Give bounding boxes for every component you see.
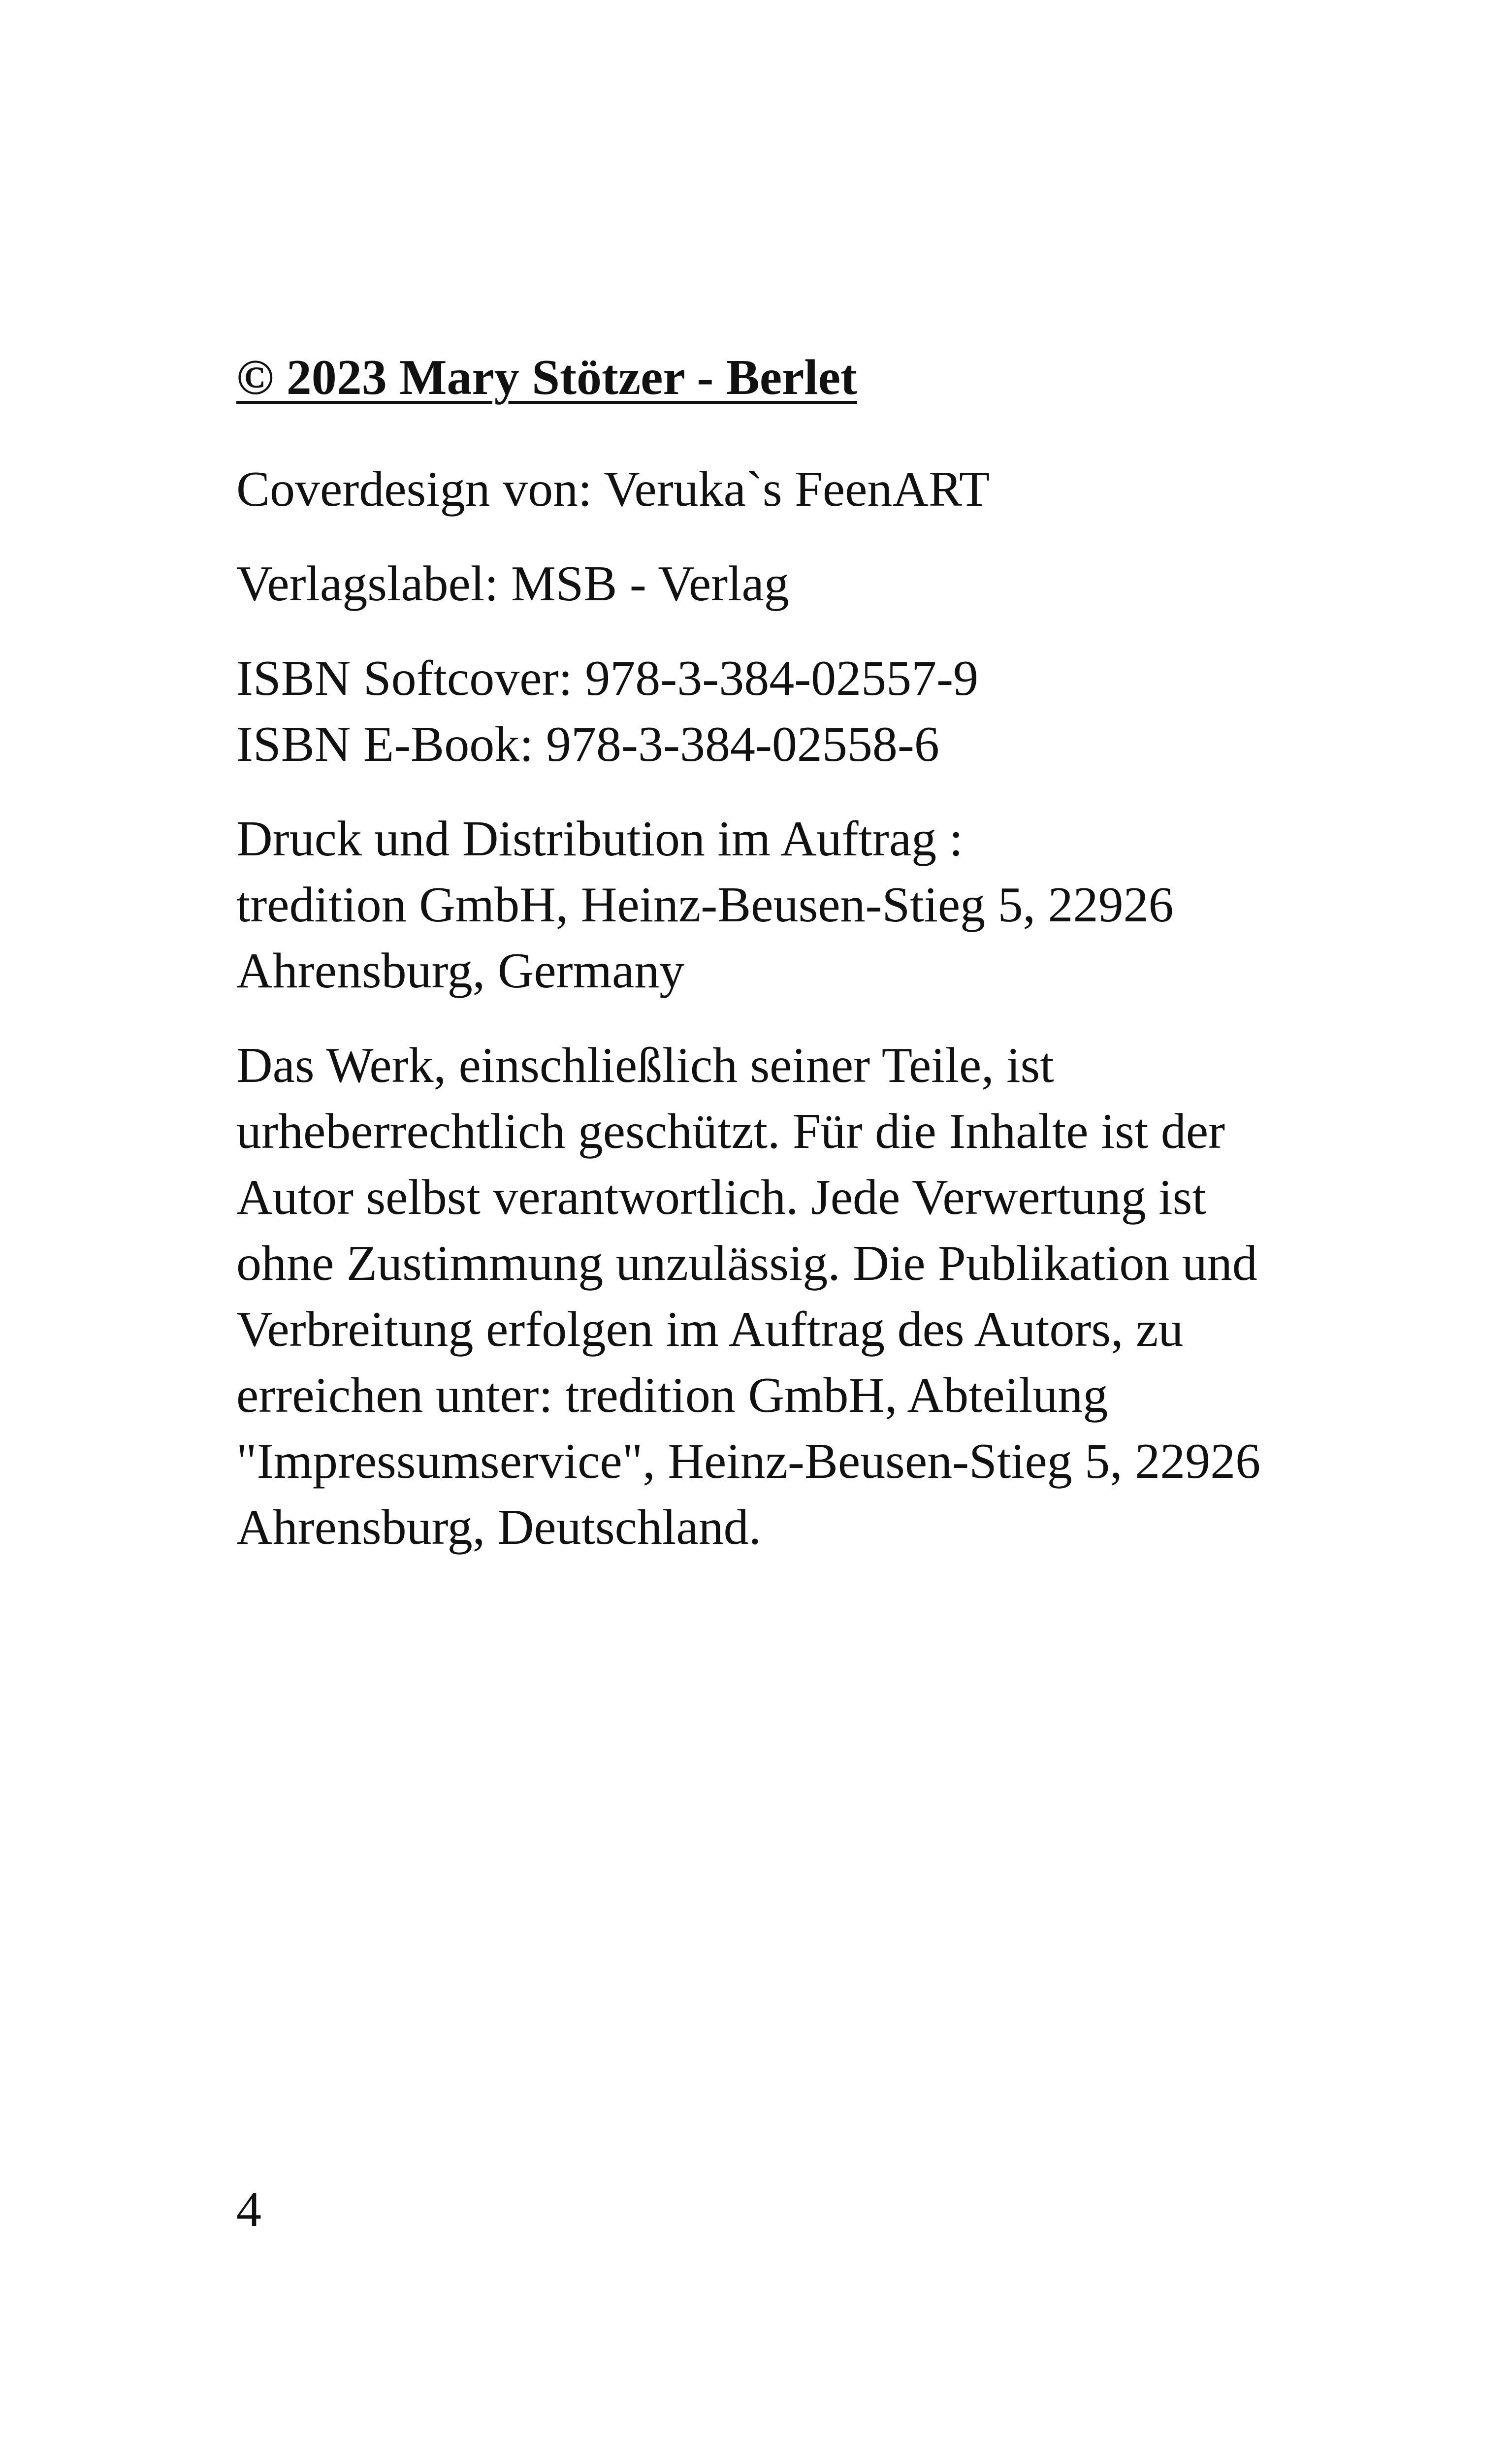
- distribution-line: Druck und Distribution im Auftrag :: [236, 811, 964, 867]
- legal-line: "Impressumservice", Heinz-Beusen-Stieg 5, 22926: [236, 1433, 1261, 1489]
- publisher-label: Verlagslabel: MSB - Verlag: [236, 556, 789, 612]
- legal-line: Verbreitung erfolgen im Auftrag des Autors, zu: [236, 1302, 1184, 1357]
- isbn-softcover: ISBN Softcover: 978-3-384-02557-9: [236, 651, 979, 706]
- distribution-line: tredition GmbH, Heinz-Beusen-Stieg 5, 22926: [236, 877, 1174, 933]
- legal-line: ohne Zustimmung unzulässig. Die Publikation und: [236, 1236, 1257, 1291]
- legal-notice: [236, 1033, 1319, 1561]
- legal-line: erreichen unter: tredition GmbH, Abteilung: [236, 1368, 1108, 1423]
- legal-line: Das Werk, einschließlich seiner Teile, ist: [236, 1038, 1054, 1093]
- cover-design-credit: Coverdesign von: Veruka`s FeenART: [236, 461, 990, 517]
- isbn-ebook: ISBN E-Book: 978-3-384-02558-6: [236, 717, 939, 772]
- isbn-block: [236, 646, 1319, 778]
- page-number: 4: [236, 2182, 261, 2237]
- imprint-content: [236, 345, 1319, 1589]
- distribution-block: [236, 806, 1319, 1004]
- legal-line: Autor selbst verantwortlich. Jede Verwertung ist: [236, 1170, 1206, 1225]
- copyright-heading: © 2023 Mary Stötzer - Berlet: [236, 350, 858, 405]
- legal-line: Ahrensburg, Deutschland.: [236, 1499, 762, 1555]
- distribution-line: Ahrensburg, Germany: [236, 943, 685, 999]
- legal-line: urheberrechtlich geschützt. Für die Inhalte ist der: [236, 1104, 1225, 1159]
